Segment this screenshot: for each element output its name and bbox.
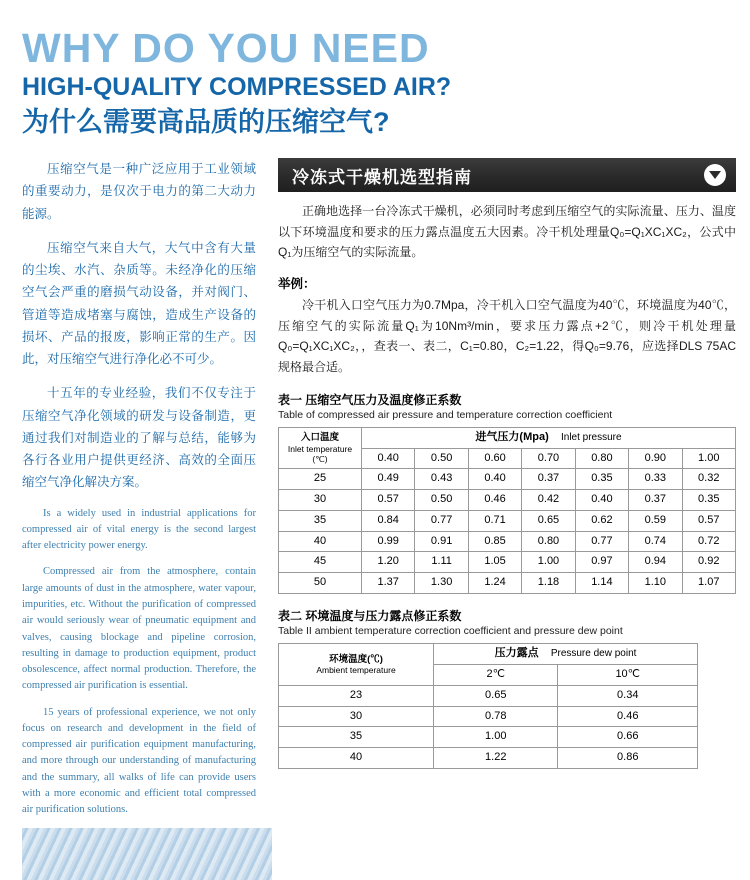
table1-cell: 0.40 — [575, 490, 628, 511]
headline-en-line1: WHY DO YOU NEED — [22, 25, 430, 71]
table2-cell: 0.46 — [558, 706, 698, 727]
left-column — [22, 158, 272, 880]
table1-cell: 0.71 — [468, 510, 521, 531]
table1-cell: 1.07 — [682, 573, 735, 594]
table2-cell: 0.34 — [558, 685, 698, 706]
table1-cell: 0.65 — [522, 510, 575, 531]
table1-cell: 0.62 — [575, 510, 628, 531]
table1-cell: 0.33 — [629, 469, 682, 490]
table1-row-label: 50 — [279, 573, 362, 594]
table-row — [279, 644, 698, 665]
table1-cell: 1.18 — [522, 573, 575, 594]
table2-col-header: 2℃ — [434, 665, 558, 686]
table2-row-label: 35 — [279, 727, 434, 748]
table1-row-label: 25 — [279, 469, 362, 490]
left-paragraph-cn-1: 压缩空气是一种广泛应用于工业领域的重要动力，是仅次于电力的第二大动力能源。 — [22, 162, 256, 221]
table1-cell: 0.35 — [682, 490, 735, 511]
table1-cell: 0.77 — [415, 510, 468, 531]
table1-cell: 0.92 — [682, 552, 735, 573]
table1-group-header-en: Inlet pressure — [560, 431, 622, 443]
table1-col-header: 0.60 — [468, 448, 521, 469]
table1-cell: 0.43 — [415, 469, 468, 490]
table1-group-header — [362, 427, 736, 448]
table1-cell: 1.10 — [629, 573, 682, 594]
table1-cell: 0.42 — [522, 490, 575, 511]
table2-row-label: 40 — [279, 748, 434, 769]
table1-cell: 1.24 — [468, 573, 521, 594]
table2-group-header — [434, 644, 698, 665]
table-row — [279, 748, 698, 769]
table1-cell: 0.94 — [629, 552, 682, 573]
table1-cell: 1.20 — [362, 552, 415, 573]
table1-col-header: 0.70 — [522, 448, 575, 469]
table2-group-header-cn: 压力露点 — [494, 647, 539, 660]
table2-corner-header — [279, 644, 434, 686]
table1-cell: 1.11 — [415, 552, 468, 573]
table1-corner-cn: 入口温度 — [300, 432, 339, 444]
table1-corner-header — [279, 427, 362, 469]
section-banner — [278, 158, 736, 192]
example-body: 冷干机入口空气压力为0.7Mpa，冷干机入口空气温度为40℃，环境温度为40℃，压缩空气的实际流量Q₁为10Nm³/min，要求压力露点+2℃，则冷干机处理量Q₀=Q₁XC₁XC₂，，查表一、表二，C₁=0.80，C₂=1.22，得Q₀=9.76，应选择DLS 75AC规格最合适。 — [278, 298, 736, 374]
table2-row-label: 23 — [279, 685, 434, 706]
table1-row-label: 40 — [279, 531, 362, 552]
pressure-temperature-table — [278, 427, 736, 594]
selection-guide-intro: 正确地选择一台冷冻式干燥机，必须同时考虑到压缩空气的实际流量、压力、温度以下环境温度和要求的压力露点温度五大因素。冷干机处理量Q₀=Q₁XC₁XC₂，公式中Q₁为压缩空气的实际流量。 — [278, 204, 736, 260]
table1-cell: 0.84 — [362, 510, 415, 531]
table1-row-label: 45 — [279, 552, 362, 573]
table-row — [279, 490, 736, 511]
table-row — [279, 727, 698, 748]
table2-corner-cn: 环境温度(℃) — [329, 653, 383, 665]
table1-cell: 0.72 — [682, 531, 735, 552]
table1-cell: 0.85 — [468, 531, 521, 552]
left-paragraph-cn-3: 十五年的专业经验，我们不仅专注于压缩空气净化领域的研发与设备制造，更通过我们对制造业的了解与总结，能够为各行各业用户提供更经济、高效的全面压缩空气净化解决方案。 — [22, 386, 256, 490]
table-row — [279, 552, 736, 573]
decorative-photo — [22, 828, 272, 880]
table-row — [279, 510, 736, 531]
table2-cell: 1.22 — [434, 748, 558, 769]
table1-cell: 1.14 — [575, 573, 628, 594]
table-row — [279, 531, 736, 552]
table2-caption — [278, 608, 736, 638]
table1-row-label: 30 — [279, 490, 362, 511]
table-row — [279, 685, 698, 706]
table2-caption-en: Table II ambient temperature correction coefficient and pressure dew point — [278, 625, 623, 638]
table1-group-header-cn: 进气压力(Mpa) — [475, 430, 549, 443]
page-header — [0, 0, 750, 140]
table1-cell: 0.59 — [629, 510, 682, 531]
ambient-dewpoint-table — [278, 643, 698, 769]
table1-cell: 0.50 — [415, 490, 468, 511]
table1-col-header: 0.90 — [629, 448, 682, 469]
left-paragraph-cn-2: 压缩空气来自大气，大气中含有大量的尘埃、水汽、杂质等。未经净化的压缩空气会严重的磨损气动设备，并对阀门、管道等造成堵塞与腐蚀，造成生产设备的损坏、产品的报废，影响正常的生产。因此，对压缩空气进行净化必不可少。 — [22, 240, 256, 367]
headline-en-line2: HIGH-QUALITY COMPRESSED AIR? — [22, 72, 452, 101]
headline-cn: 为什么需要高品质的压缩空气? — [22, 107, 390, 138]
table1-row-label: 35 — [279, 510, 362, 531]
table-row — [279, 706, 698, 727]
table2-cell: 0.78 — [434, 706, 558, 727]
table1-cell: 0.35 — [575, 469, 628, 490]
left-paragraph-en-1: Is a widely used in industrial applications for compressed air of vital energy is the second largest after electricity power energy. — [22, 507, 256, 552]
table2-cell: 1.00 — [434, 727, 558, 748]
table1-cell: 0.57 — [362, 490, 415, 511]
table1-col-header: 1.00 — [682, 448, 735, 469]
table1-cell: 1.00 — [522, 552, 575, 573]
section-title: 冷冻式干燥机选型指南 — [292, 167, 472, 187]
table1-cell: 0.32 — [682, 469, 735, 490]
table1-cell: 0.74 — [629, 531, 682, 552]
table2-row-label: 30 — [279, 706, 434, 727]
left-paragraph-en-2: Compressed air from the atmosphere, contain large amounts of dust in the atmosphere, water vapour, impurities, etc. Without the purification of compressed air would seriously wear of pneumatic equipment and valves, causing blockage and pipeline corrosion, resulting in damage to production equipment, product obsolescence, affect normal production. Therefore, the compressed air purification is essential. — [22, 566, 256, 692]
table1-cell: 0.49 — [362, 469, 415, 490]
table1-cell: 0.57 — [682, 510, 735, 531]
triangle-down-icon — [704, 164, 726, 186]
table1-corner-en: Inlet temperature (℃) — [287, 443, 353, 464]
table1-caption — [278, 392, 736, 422]
table-row — [279, 573, 736, 594]
table2-caption-cn: 表二 环境温度与压力露点修正系数 — [278, 608, 462, 623]
table2-group-header-en: Pressure dew point — [550, 648, 637, 660]
table1-cell: 0.97 — [575, 552, 628, 573]
table1-col-header: 0.40 — [362, 448, 415, 469]
table1-cell: 1.30 — [415, 573, 468, 594]
example-heading: 举例： — [278, 277, 316, 292]
table1-cell: 0.77 — [575, 531, 628, 552]
table2-col-header: 10℃ — [558, 665, 698, 686]
table1-cell: 0.46 — [468, 490, 521, 511]
table1-cell: 1.37 — [362, 573, 415, 594]
table1-cell: 1.05 — [468, 552, 521, 573]
table1-cell: 0.37 — [629, 490, 682, 511]
table1-cell: 0.37 — [522, 469, 575, 490]
content-columns — [0, 158, 750, 880]
table2-cell: 0.66 — [558, 727, 698, 748]
left-paragraph-en-3: 15 years of professional experience, we not only focus on research and development in the field of compressed air purification equipment manufacturing, and more through our understanding of manufacturing and the summary, all walks of life can provide users with a more economic and efficient total compressed air purification solutions. — [22, 706, 256, 816]
table1-cell: 0.99 — [362, 531, 415, 552]
table1-cell: 0.40 — [468, 469, 521, 490]
table-row — [279, 469, 736, 490]
table1-col-header: 0.80 — [575, 448, 628, 469]
table2-corner-en: Ambient temperature — [316, 665, 396, 676]
table1-cell: 0.91 — [415, 531, 468, 552]
table1-col-header: 0.50 — [415, 448, 468, 469]
right-column — [272, 158, 736, 880]
table2-cell: 0.86 — [558, 748, 698, 769]
table-row — [279, 427, 736, 448]
table1-caption-cn: 表一 压缩空气压力及温度修正系数 — [278, 392, 462, 407]
table1-cell: 0.80 — [522, 531, 575, 552]
table2-cell: 0.65 — [434, 685, 558, 706]
table1-caption-en: Table of compressed air pressure and temperature correction coefficient — [278, 408, 613, 421]
